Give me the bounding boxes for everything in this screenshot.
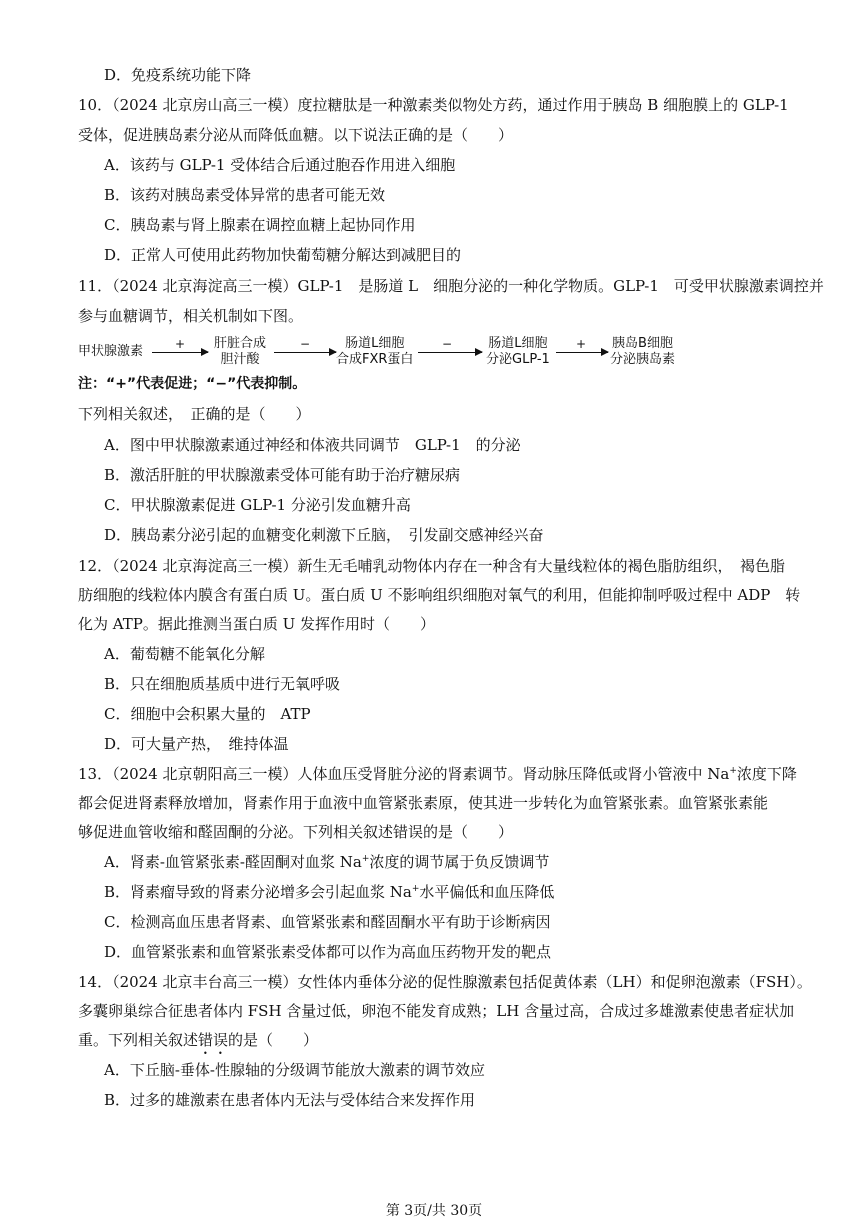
q12-option-a: A．葡萄糖不能氧化分解 bbox=[104, 645, 265, 663]
node-beta-cell-insulin bbox=[610, 336, 675, 368]
q10-option-a: A．该药与 GLP-1 受体结合后通过胞吞作用进入细胞 bbox=[104, 156, 456, 174]
arrow-3 bbox=[418, 352, 482, 353]
node-label: 肝脏合成 bbox=[214, 336, 267, 351]
text-part: 水平偏低和血压降低 bbox=[419, 883, 555, 901]
arrow-1 bbox=[152, 352, 208, 353]
q13-option-b bbox=[104, 881, 554, 903]
node-label: 分泌GLP-1 bbox=[486, 352, 550, 367]
node-label: 肠道L细胞 bbox=[488, 336, 548, 351]
q10-stem-line1: 10．（2024 北京房山高三一模）度拉糖肽是一种激素类似物处方药，通过作用于胰岛 B 细胞膜上的 GLP-1 bbox=[78, 96, 789, 114]
q14-option-a: A．下丘脑-垂体-性腺轴的分级调节能放大激素的调节效应 bbox=[104, 1061, 485, 1079]
q9-option-d: D．免疫系统功能下降 bbox=[104, 66, 252, 84]
q11-option-a: A．图中甲状腺激素通过神经和体液共同调节 GLP-1 的分泌 bbox=[104, 436, 521, 454]
superscript-plus: + bbox=[361, 854, 370, 864]
q14-stem-line2: 多囊卵巢综合征患者体内 FSH 含量过低，卵泡不能发育成熟；LH 含量过高，合成过多雄激素使患者症状加 bbox=[78, 1002, 795, 1020]
node-l-cell-glp1 bbox=[486, 336, 550, 368]
text-part: 13．（2024 北京朝阳高三一模）人体血压受肾脏分泌的肾素调节。肾动脉压降低或肾小管液中 Na bbox=[78, 765, 730, 783]
node-label: 合成FXR蛋白 bbox=[336, 352, 414, 367]
q11-option-d: D．胰岛素分泌引起的血糖变化刺激下丘脑， 引发副交感神经兴奋 bbox=[104, 526, 544, 544]
q12-stem-line2: 肪细胞的线粒体内膜含有蛋白质 U。蛋白质 U 不影响组织细胞对氧气的利用，但能抑制呼吸过程中 ADP 转 bbox=[78, 586, 801, 604]
node-thyroid-hormone: 甲状腺激素 bbox=[78, 344, 144, 359]
q12-option-d: D．可大量产热， 维持体温 bbox=[104, 735, 289, 753]
page-footer: 第 3页/共 30页 bbox=[385, 1203, 483, 1219]
node-label: 分泌胰岛素 bbox=[610, 352, 676, 367]
text-part: 浓度的调节属于负反馈调节 bbox=[369, 853, 550, 871]
q12-stem-line3: 化为 ATP。据此推测当蛋白质 U 发挥作用时（ ） bbox=[78, 615, 436, 633]
q14-stem-line1: 14．（2024 北京丰台高三一模）女性体内垂体分泌的促性腺激素包括促黄体素（LH）和促卵泡激素（FSH）。 bbox=[78, 973, 812, 991]
q11-flow-diagram bbox=[78, 334, 698, 374]
q13-stem-line1 bbox=[78, 763, 797, 785]
q14-stem-line3 bbox=[78, 1029, 318, 1058]
q11-diagram-note: 注：“+”代表促进；“−”代表抑制。 bbox=[78, 376, 307, 392]
q10-stem-line2: 受体，促进胰岛素分泌从而降低血糖。以下说法正确的是（ ） bbox=[78, 126, 514, 144]
q11-prompt: 下列相关叙述， 正确的是（ ） bbox=[78, 405, 311, 423]
node-label: 肠道L细胞 bbox=[345, 336, 405, 351]
node-label: 胆汁酸 bbox=[220, 352, 260, 367]
text-part: A．肾素-血管紧张素-醛固酮对血浆 Na bbox=[104, 853, 362, 871]
sign-2: − bbox=[300, 337, 311, 351]
node-label: 胰岛B细胞 bbox=[612, 336, 673, 351]
arrow-2 bbox=[274, 352, 336, 353]
arrow-4 bbox=[556, 352, 608, 353]
sign-4: + bbox=[576, 337, 587, 351]
node-l-cell-fxr bbox=[336, 336, 413, 368]
q12-stem-line1: 12．（2024 北京海淀高三一模）新生无毛哺乳动物体内存在一种含有大量线粒体的褐色脂肪组织， 褐色脂 bbox=[78, 557, 786, 575]
q11-option-c: C．甲状腺激素促进 GLP-1 分泌引发血糖升高 bbox=[104, 496, 411, 514]
q12-option-b: B．只在细胞质基质中进行无氧呼吸 bbox=[104, 675, 341, 693]
sign-1: + bbox=[175, 337, 186, 351]
sign-3: − bbox=[442, 337, 453, 351]
q13-stem-line3: 够促进血管收缩和醛固酮的分泌。下列相关叙述错误的是（ ） bbox=[78, 823, 514, 841]
q10-option-b: B．该药对胰岛素受体异常的患者可能无效 bbox=[104, 186, 386, 204]
text-part: 的是（ ） bbox=[228, 1031, 319, 1049]
superscript-plus: + bbox=[729, 766, 737, 776]
emphasized-word: 错误 bbox=[198, 1031, 229, 1049]
q11-option-b: B．激活肝脏的甲状腺激素受体可能有助于治疗糖尿病 bbox=[104, 466, 461, 484]
superscript-plus: + bbox=[411, 884, 420, 894]
node-liver-bile-acid bbox=[214, 336, 266, 368]
q14-option-b: B．过多的雄激素在患者体内无法与受体结合来发挥作用 bbox=[104, 1091, 476, 1109]
text-part: 重。下列相关叙述 bbox=[78, 1031, 199, 1049]
q11-stem-line1: 11．（2024 北京海淀高三一模）GLP-1 是肠道 L 细胞分泌的一种化学物质。GLP-1 可受甲状腺激素调控并 bbox=[78, 277, 824, 295]
q13-stem-line2: 都会促进肾素释放增加，肾素作用于血液中血管紧张素原，使其进一步转化为血管紧张素。血管紧张素能 bbox=[78, 794, 769, 812]
q11-stem-line2: 参与血糖调节，相关机制如下图。 bbox=[78, 307, 304, 325]
text-part: B．肾素瘤导致的肾素分泌增多会引起血浆 Na bbox=[104, 883, 412, 901]
text-part: 浓度下降 bbox=[736, 765, 797, 783]
q10-option-c: C．胰岛素与肾上腺素在调控血糖上起协同作用 bbox=[104, 216, 416, 234]
q13-option-a bbox=[104, 851, 549, 873]
q12-option-c: C．细胞中会积累大量的 ATP bbox=[104, 705, 311, 723]
q10-option-d: D．正常人可使用此药物加快葡萄糖分解达到减肥目的 bbox=[104, 246, 462, 264]
q13-option-c: C．检测高血压患者肾素、血管紧张素和醛固酮水平有助于诊断病因 bbox=[104, 913, 551, 931]
q13-option-d: D．血管紧张素和血管紧张素受体都可以作为高血压药物开发的靶点 bbox=[104, 943, 552, 961]
